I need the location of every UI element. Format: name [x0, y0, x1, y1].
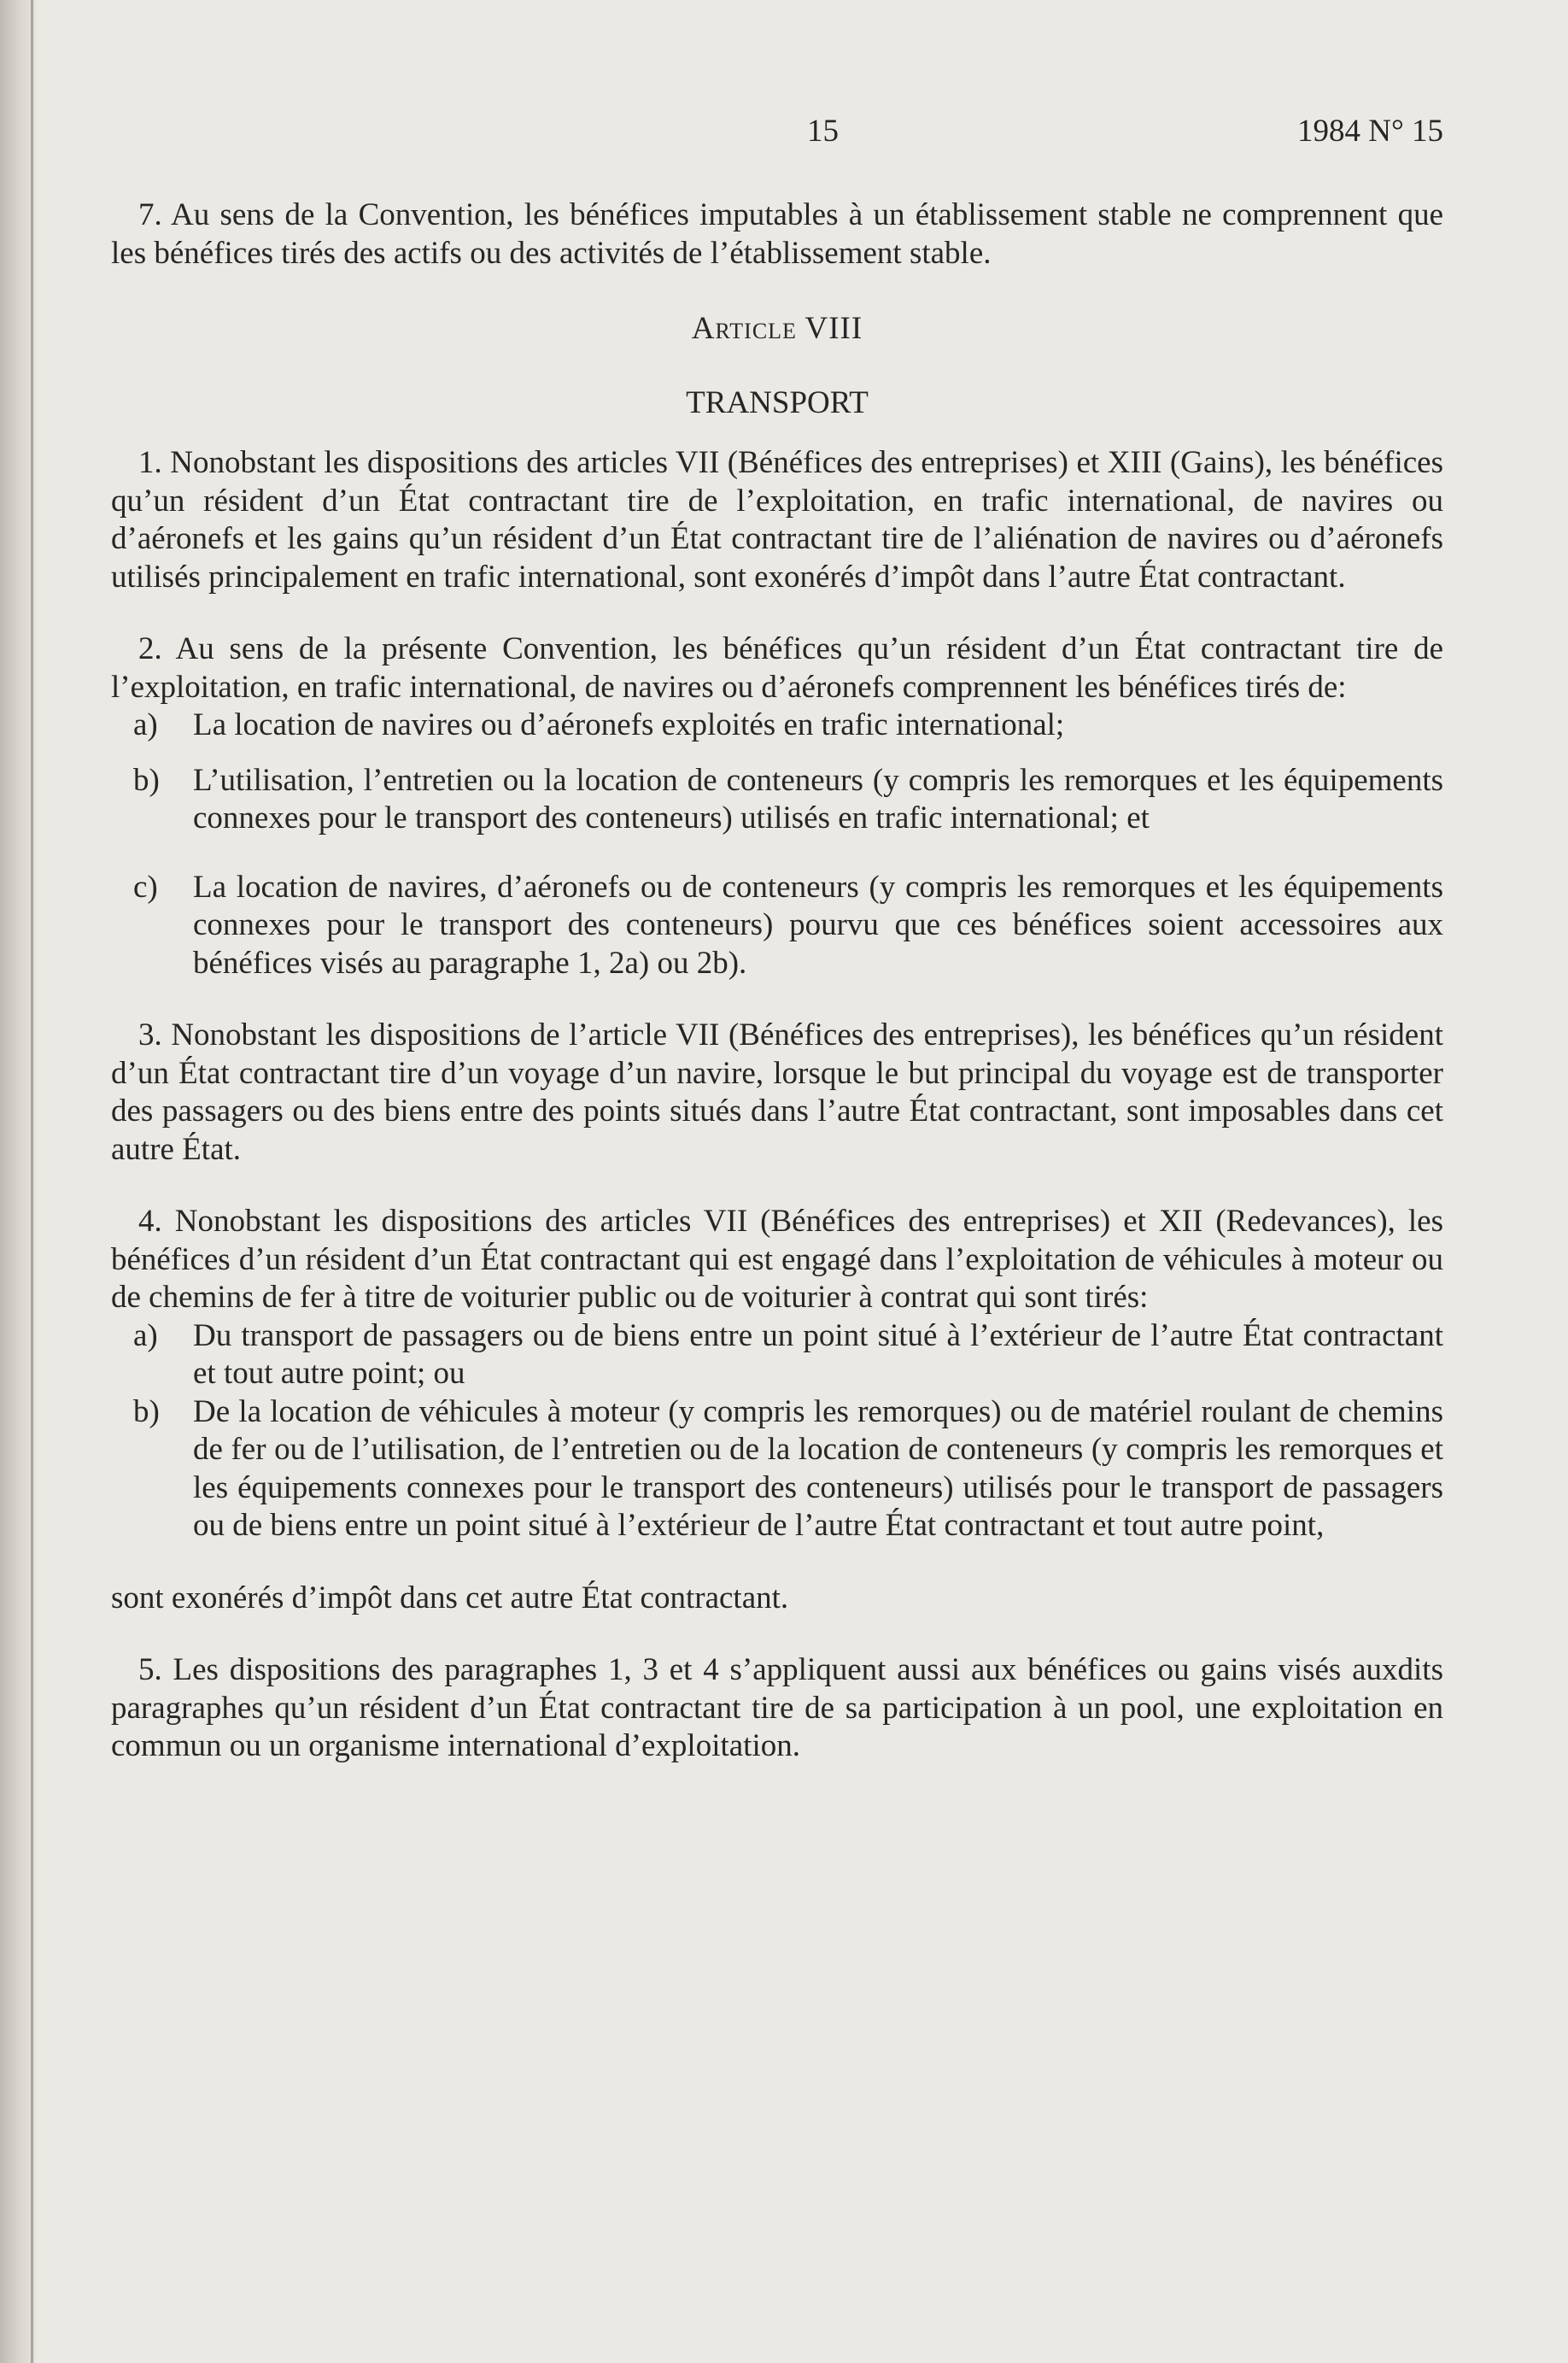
- item-text: La location de navires, d’aéronefs ou de conteneurs (y compris les remorques et les équipements connexes pour le transport des conteneurs) pourvu que ces bénéfices soient accessoires aux bénéfices visés au paragraphe 1, 2a) ou 2b).: [193, 869, 1443, 981]
- item-text: Du transport de passagers ou de biens entre un point situé à l’extérieur de l’autre État contractant et tout autre point; ou: [193, 1317, 1443, 1391]
- paragraph-2-item-c: [111, 869, 1443, 983]
- paragraph-4-text: Nonobstant les dispositions des articles VII (Bénéfices des entreprises) et XII (Redevances), les bénéfices d’un résident d’un État contractant qui est engagé dans l’exploitation de véhicules à moteur ou de chemins de fer à titre de voiturier public ou de voiturier à contrat qui sont tirés:: [111, 1204, 1444, 1315]
- page-number: 15: [807, 114, 839, 149]
- paragraph-4-closing: sont exonérés d’impôt dans cet autre État contractant.: [111, 1580, 789, 1615]
- paragraph-3-text: Nonobstant les dispositions de l’article VII (Bénéfices des entreprises), les bénéfices qu’un résident d’un État contractant tire d’un voyage d’un navire, lorsque le but principal du voyage est de transporter des passagers ou des biens entre des points situés dans l’autre État contractant, sont imposables dans cet autre État.: [111, 1017, 1444, 1167]
- paragraph-5-text: Les dispositions des paragraphes 1, 3 et 4 s’appliquent aussi aux bénéfices ou gains visés auxdits paragraphes qu’un résident d’un État contractant tire de sa participation à un pool, une exploitation en commun ou un organisme international d’exploitation.: [111, 1652, 1443, 1763]
- paragraph-1-number: 1.: [138, 445, 162, 480]
- paragraph-1-text: Nonobstant les dispositions des articles VII (Bénéfices des entreprises) et XIII (Gains), les bénéfices qu’un résident d’un État contractant tire de l’exploitation, en trafic international, de navires ou d’aéronefs et les gains qu’un résident d’un État contractant tire de l’aliénation de navires ou d’aéronefs utilisés principalement en trafic international, sont exonérés d’impôt dans l’autre État contractant.: [111, 445, 1443, 595]
- page-edge: [31, 0, 33, 2363]
- paragraph-4-item-b: [111, 1393, 1443, 1545]
- paragraph-4: [111, 1203, 1443, 1317]
- document-page: [111, 103, 1443, 1766]
- paragraph-2-text: Au sens de la présente Convention, les bénéfices qu’un résident d’un État contractant tire de l’exploitation, en trafic international, de navires ou d’aéronefs comprennent les bénéfices tirés de:: [111, 631, 1443, 705]
- item-text: De la location de véhicules à moteur (y compris les remorques) ou de matériel roulant de chemins de fer ou de l’utilisation, de l’entretien ou de la location de conteneurs (y compris les remorques et les équipements connexes pour le transport des conteneurs) utilisés pour le transport de passagers ou de biens entre un point situé à l’extérieur de l’autre État contractant et tout autre point,: [193, 1393, 1443, 1543]
- paragraph-7-number: 7.: [138, 197, 162, 232]
- paragraph-2: [111, 630, 1443, 707]
- paragraph-2-item-a: [111, 707, 1443, 745]
- paragraph-5: [111, 1651, 1443, 1766]
- item-text: L’utilisation, l’entretien ou la location de conteneurs (y compris les remorques et les équipements connexes pour le transport des conteneurs) utilisés en trafic international; et: [193, 762, 1443, 836]
- paragraph-4-item-a: [111, 1317, 1443, 1393]
- item-label: c): [133, 869, 158, 905]
- paragraph-7: [111, 196, 1443, 273]
- page-header: [111, 103, 1443, 154]
- item-text: La location de navires ou d’aéronefs exploités en trafic international;: [193, 707, 1065, 742]
- paragraph-2-number: 2.: [138, 631, 162, 666]
- item-label: a): [133, 1317, 158, 1353]
- paragraph-1: [111, 444, 1443, 596]
- item-label: b): [133, 1393, 160, 1429]
- paragraph-2-item-b: [111, 762, 1443, 838]
- header-reference: 1984 N° 15: [1296, 114, 1443, 149]
- article-subtitle: TRANSPORT: [686, 384, 869, 420]
- article-title: Article VIII: [691, 311, 863, 346]
- paragraph-7-text: Au sens de la Convention, les bénéfices imputables à un établissement stable ne comprennent que les bénéfices tirés des actifs ou des activités de l’établissement stable.: [111, 197, 1443, 271]
- item-label: b): [133, 762, 160, 798]
- paragraph-3: [111, 1017, 1443, 1169]
- paragraph-4-number: 4.: [138, 1204, 162, 1239]
- item-label: a): [133, 707, 158, 742]
- paragraph-5-number: 5.: [138, 1652, 162, 1687]
- paragraph-3-number: 3.: [138, 1017, 162, 1053]
